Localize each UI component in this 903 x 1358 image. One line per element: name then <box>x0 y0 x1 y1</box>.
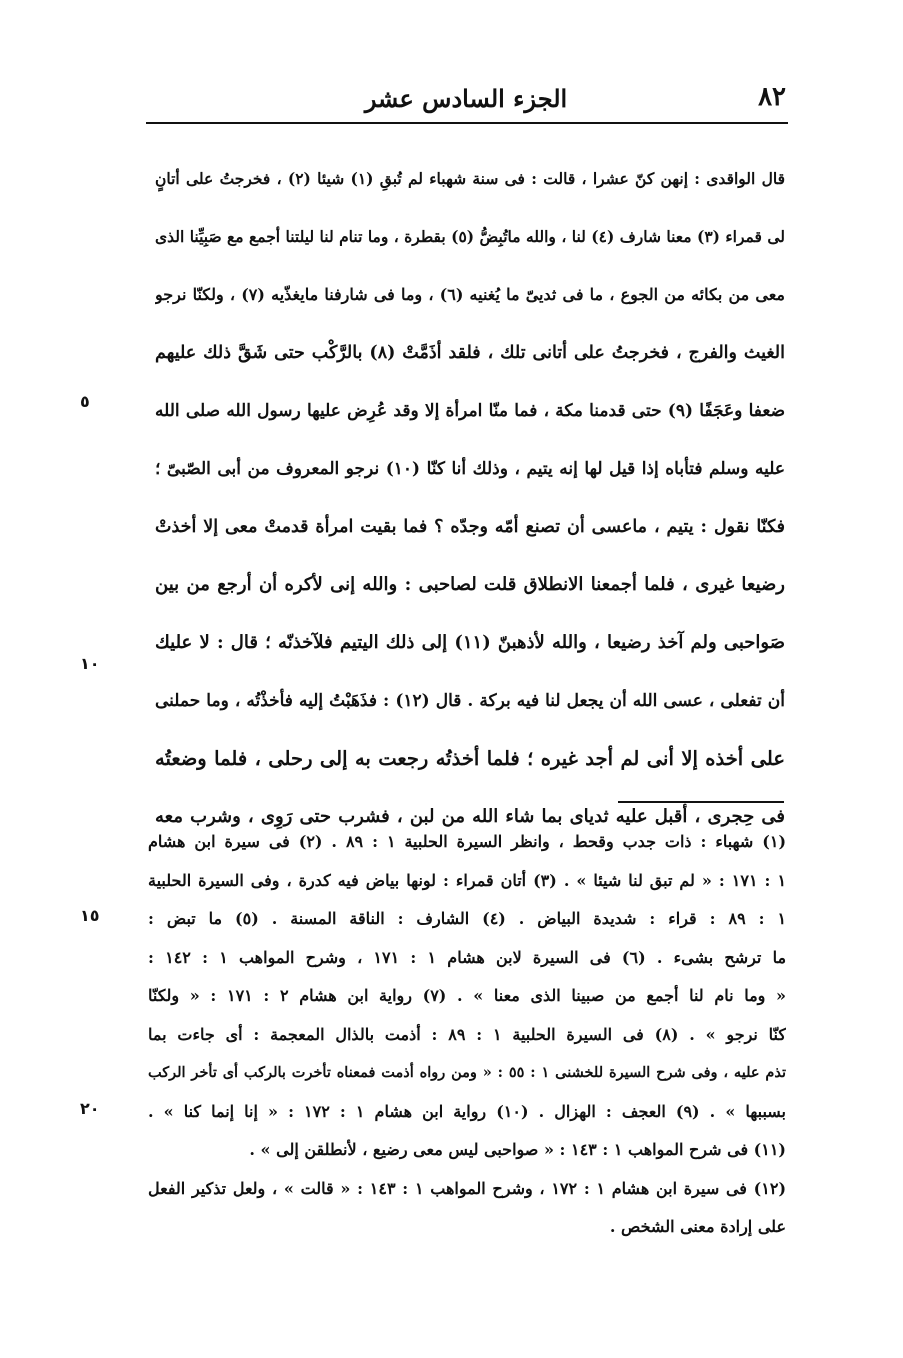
page-header <box>146 82 786 122</box>
footnote-line: على إرادة معنى الشخص . <box>609 1217 786 1236</box>
line-number-marker: ٥ <box>80 392 90 411</box>
body-line: ضعفا وعَجَفًا (٩) حتى قدمنا مكة ، فما منّا امرأة إلا وقد عُرِض عليها رسول الله صلى الله <box>155 401 785 421</box>
footnote-line: ١ : ١٧١ : « لم تبق لنا شيئا » . (٣) أتان قمراء : لونها بياض فيه كدرة ، وفى السيرة الحلبية <box>148 870 786 890</box>
footnote-line: (١) شهباء : ذات جدب وقحط ، وانظر السيرة الحلبية ١ : ٨٩ . (٢) فى سيرة ابن هشام <box>148 832 786 851</box>
footnote-line: كنّا نرجو » . (٨) فى السيرة الحلبية ١ : ٨٩ : أذمت بالذال المعجمة : أى جاءت بما <box>148 1024 786 1044</box>
body-line: فى حِجرى ، أقبل عليه ثدياى بما شاء الله من لبن ، فشرب حتى رَوِى ، وشرب معه <box>155 806 785 827</box>
body-line: الغيث والفرج ، فخرجتُ على أتانى تلك ، فلقد أذَمَّتْ (٨) بالرَّكْب حتى شَقَّ ذلك عليهم <box>155 343 785 363</box>
header-rule <box>146 122 788 124</box>
body-line: رضيعا غيرى ، فلما أجمعنا الانطلاق قلت لصاحبى : والله إنى لأكره أن أرجع من بين <box>155 574 785 595</box>
footnote-line: بسببها » . (٩) العجف : الهزال . (١٠) رواية ابن هشام ١ : ١٧٢ : « إنا إنما كنا » . <box>148 1101 786 1121</box>
footnote-line: (١١) فى شرح المواهب ١ : ١٤٣ : « صواحبى ليس معى رضيع ، لأنطلقن إلى » . <box>249 1140 786 1159</box>
footnote-separator <box>618 801 784 803</box>
body-line: صَواحبى ولم آخذ رضيعا ، والله لأذهبنّ (١١) إلى ذلك اليتيم فلآخذنّه ؛ قال : لا عليك <box>155 632 785 653</box>
body-line: لى قمراء (٣) معنا شارف (٤) لنا ، والله ماتُبِضُّ (٥) بقطرة ، وما تنام لنا ليلتنا أجمع مع صَبِيِّنا الذى <box>155 227 785 246</box>
body-line: فكنّا نقول : يتيم ، ماعسى أن تصنع أمّه وجدّه ؟ فما بقيت امرأة قدمتْ معى إلا أخذتْ <box>155 517 785 537</box>
footnote-line: ١ : ٨٩ : قراء : شديدة البياض . (٤) الشارف : الناقة المسنة . (٥) ما تبض : <box>148 909 786 928</box>
footnotes <box>148 823 786 1247</box>
footnote-line: ما ترشح بشىء . (٦) فى السيرة لابن هشام ١ : ١٧١ ، وشرح المواهب ١ : ١٤٢ : <box>148 947 786 967</box>
body-line: عليه وسلم فتأباه إذا قيل لها إنه يتيم ، وذلك أنا كنّا (١٠) نرجو المعروف من أبى الصّبىّ ؛ <box>155 459 785 479</box>
body-text <box>155 150 785 846</box>
footnote-line: (١٢) فى سيرة ابن هشام ١ : ١٧٢ ، وشرح المواهب ١ : ١٤٣ : « قالت » ، ولعل تذكير الفعل <box>148 1178 786 1198</box>
line-number-marker: ١٠ <box>80 654 100 673</box>
line-number-marker: ١٥ <box>80 906 100 925</box>
body-line: معى من بكائه من الجوع ، ما فى ثديىّ ما يُغنيه (٦) ، وما فى شارفنا مايغذّيه (٧) ، ولكنّا نرجو <box>155 285 785 304</box>
footnote-line: تذم عليه ، وفى شرح السيرة للخشنى ١ : ٥٥ : « ومن رواه أذمت فمعناه تأخرت بالركب أى تأخر الركب <box>148 1064 786 1081</box>
footnote-line: « وما نام لنا أجمع من صبينا الذى معنا » . (٧) رواية ابن هشام ٢ : ١٧١ : « ولكنّا <box>148 986 786 1005</box>
line-number-marker: ٢٠ <box>80 1099 100 1118</box>
page-number: ٨٢ <box>758 82 786 112</box>
body-line: قال الواقدى : إنهن كنّ عشرا ، قالت : فى سنة شهباء لم تُبقِ (١) شيئا (٢) ، فخرجتُ على أتانٍ <box>155 169 785 188</box>
body-line: أن تفعلى ، عسى الله أن يجعل لنا فيه بركة . قال (١٢) : فذَهَبْتُ إليه فأخذْتُه ، وما حملنى <box>155 691 785 711</box>
body-line: على أخذه إلا أنى لم أجد غيره ؛ فلما أخذتُه رجعت به إلى رحلى ، فلما وضعتُه <box>155 747 785 770</box>
running-title: الجزء السادس عشر <box>364 84 568 113</box>
